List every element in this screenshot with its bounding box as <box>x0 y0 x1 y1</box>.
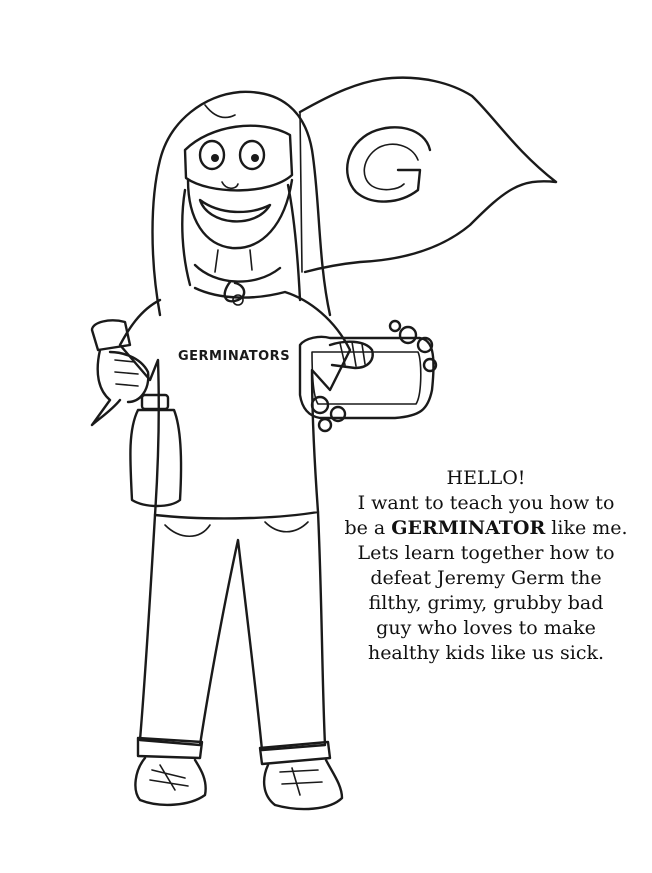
pants <box>138 512 330 764</box>
t-shirt <box>120 288 350 518</box>
message-line-7: healthy kids like us sick. <box>367 642 605 664</box>
message-line-3: Lets learn together how to <box>357 542 615 564</box>
shoes <box>135 758 342 809</box>
message-greeting: HELLO! <box>446 467 526 489</box>
message-line-2 <box>330 516 642 541</box>
face <box>185 126 292 272</box>
message-line-4: defeat Jeremy Germ the <box>370 567 602 589</box>
collar <box>195 265 280 305</box>
message-line-2-pre: be a <box>344 517 392 539</box>
flag <box>300 78 556 272</box>
greeting-message <box>330 466 642 666</box>
message-line-1: I want to teach you how to <box>357 492 615 514</box>
soap-holder <box>300 321 436 431</box>
message-line-5: filthy, grimy, grubby bad <box>368 592 604 614</box>
flag-g-letter <box>347 127 430 201</box>
message-line-6: guy who loves to make <box>376 617 596 639</box>
message-line-2-post: like me. <box>545 517 628 539</box>
spray-bottle <box>92 320 181 506</box>
shirt-text: GERMINATORS <box>178 349 291 364</box>
germinator-bold: GERMINATOR <box>391 517 546 539</box>
